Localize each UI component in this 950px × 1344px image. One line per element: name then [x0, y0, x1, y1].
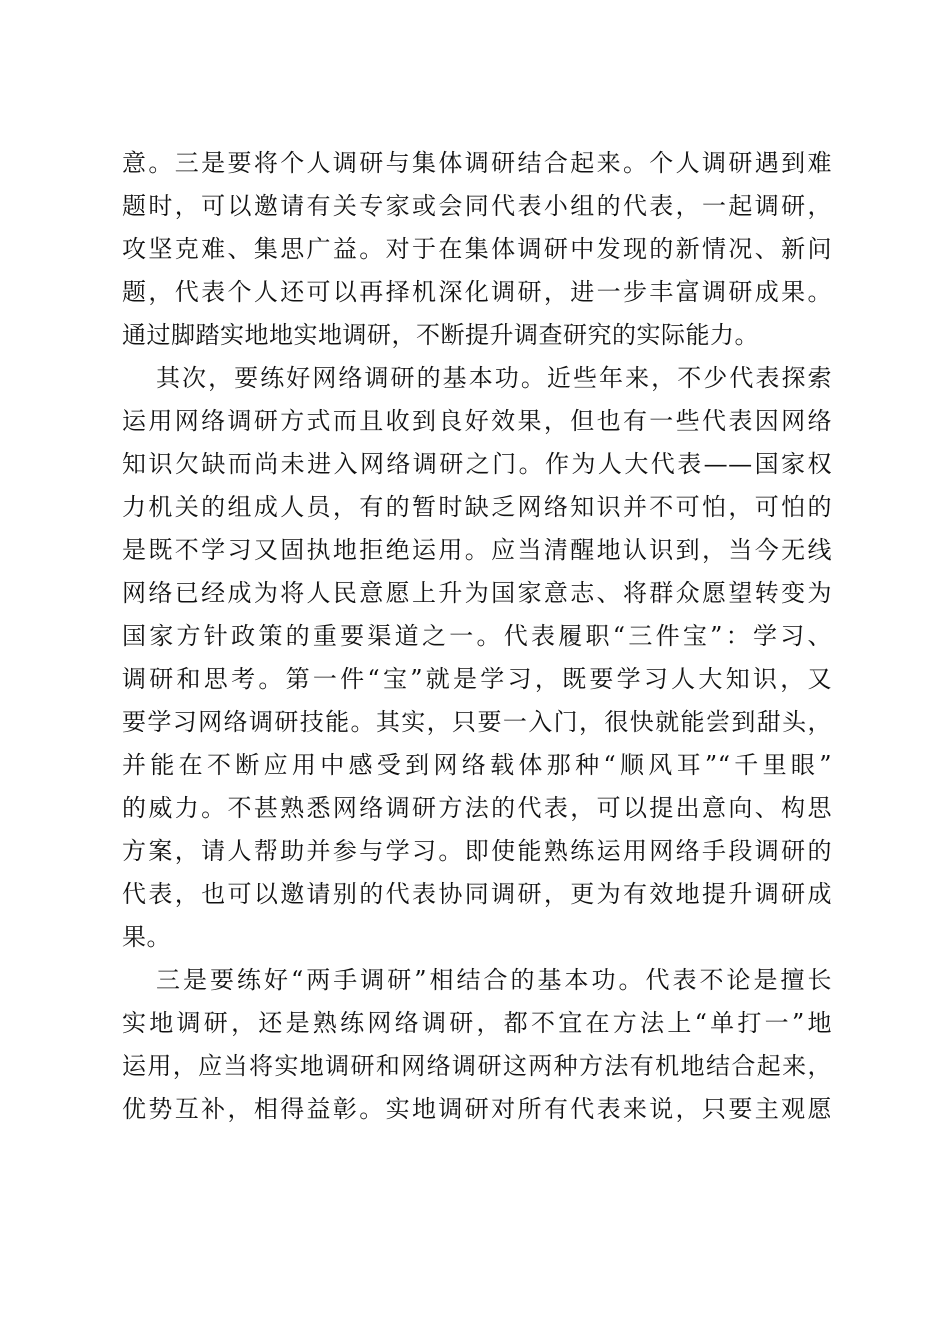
text-line: 运用，应当将实地调研和网络调研这两种方法有机地结合起来，	[122, 1052, 832, 1080]
text-line: 优势互补，相得益彰。实地调研对所有代表来说，只要主观愿	[122, 1095, 832, 1123]
text-line: 运用网络调研方式而且收到良好效果，但也有一些代表因网络	[122, 407, 832, 435]
text-line: 三是要练好“两手调研”相结合的基本功。代表不论是擅长	[156, 966, 832, 994]
text-line: 方案，请人帮助并参与学习。即使能熟练运用网络手段调研的	[122, 837, 832, 865]
text-line: 代表，也可以邀请别的代表协同调研，更为有效地提升调研成	[122, 880, 832, 908]
text-line: 意。三是要将个人调研与集体调研结合起来。个人调研遇到难	[122, 149, 832, 177]
text-line: 的威力。不甚熟悉网络调研方法的代表，可以提出意向、构思	[122, 794, 832, 822]
text-line: 题，代表个人还可以再择机深化调研，进一步丰富调研成果。	[122, 278, 832, 306]
text-line: 是既不学习又固执地拒绝运用。应当清醒地认识到，当今无线	[122, 536, 832, 564]
text-line: 力机关的组成人员，有的暂时缺乏网络知识并不可怕，可怕的	[122, 493, 832, 521]
text-line: 网络已经成为将人民意愿上升为国家意志、将群众愿望转变为	[122, 579, 832, 607]
text-line: 调研和思考。第一件“宝”就是学习，既要学习人大知识，又	[122, 665, 832, 693]
body-text	[122, 142, 832, 1131]
text-line: 实地调研，还是熟练网络调研，都不宜在方法上“单打一”地	[122, 1009, 832, 1037]
text-line: 其次，要练好网络调研的基本功。近些年来，不少代表探索	[156, 364, 832, 392]
text-line: 攻坚克难、集思广益。对于在集体调研中发现的新情况、新问	[122, 235, 832, 263]
text-line: 题时，可以邀请有关专家或会同代表小组的代表，一起调研，	[122, 192, 832, 220]
text-line: 通过脚踏实地地实地调研，不断提升调查研究的实际能力。	[122, 321, 759, 349]
text-line: 果。	[122, 923, 171, 951]
text-line: 知识欠缺而尚未进入网络调研之门。作为人大代表——国家权	[122, 450, 832, 478]
text-line: 国家方针政策的重要渠道之一。代表履职“三件宝”：学习、	[122, 622, 832, 650]
text-line: 要学习网络调研技能。其实，只要一入门，很快就能尝到甜头，	[122, 708, 832, 736]
text-line: 并能在不断应用中感受到网络载体那种“顺风耳”“千里眼”	[122, 751, 832, 779]
